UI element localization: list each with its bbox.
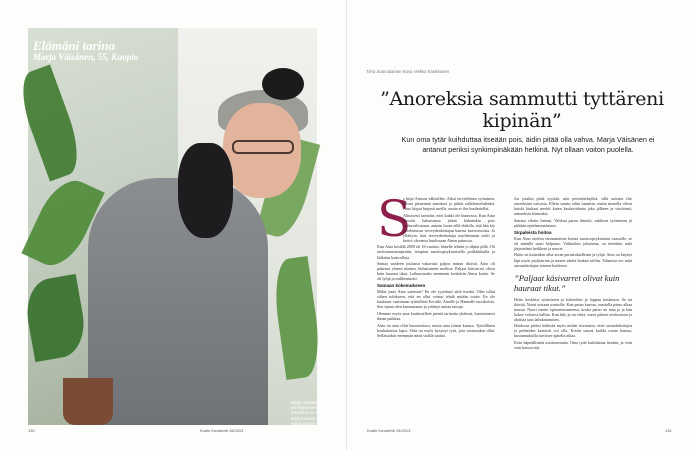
black-cat bbox=[178, 143, 233, 238]
paragraph: Hoito on kuitenkin ollut aivan perustuksellinen ja tyhjä. Aino on käynyt läpi myös psykiatrian ja monet säntiä hiukan selliin. Tuhansia ero mitä sairaanhoitajaa toiseen hoidossa. bbox=[514, 252, 632, 268]
grey-sweater bbox=[88, 178, 268, 425]
paragraph: Kun Aino otettiin ensimmäisen kertaa nuorisopsykiatrian osastolle, se oli minulle suuri helpotus. Viikkoihin jokaisena, on tietenkin mitä järjestelmä heikkeni ja nuoret. bbox=[514, 235, 632, 251]
article-headline: ”Anoreksia sammutti tyttäreni kipinän” bbox=[380, 88, 664, 132]
second-cat bbox=[262, 68, 304, 100]
paragraph: Miksi juuri Aino sairastui? En ole syyttänyt siitä itseäni. Olen tullut siihen tulokseen, että en ollut voinut tehdä mitään toisin. En ole kuulunut vaatimaan tyttärilleni Eevalle, Ainolle ja Hannalle tuorikaivia. Sen sijaan olen kannustanut ja yritänyt auttaa tuttuja. bbox=[377, 289, 495, 310]
magazine-footer-right: Kodin Kuvalehti 15/2013 bbox=[367, 428, 411, 433]
left-page bbox=[0, 0, 347, 450]
paragraph: Koin häpeällisintä asiottomuutta. Oma tytär kuihduttaa itseään, ja voin vain katsoa sitä. bbox=[514, 339, 632, 351]
right-page bbox=[347, 0, 696, 450]
paragraph: e hiipi Ainoon vähitellen. Aikoi terveellinen syöminen, tuliset pienennät annokset ja pitkät rullaluistelulenkit. Aino kiipui hurjasti meille, mutta ei ilse huolestellut. bbox=[403, 196, 495, 212]
plant-leaf bbox=[12, 64, 87, 181]
byline: Tiina Suomalainen Kuva Veikko Kankkunen bbox=[366, 69, 450, 74]
paragraph: Sairaus viluttu Intensi. Valikuu paruu ilmoitti, sukboon syömiseen jä pitkään epäeheumaistuun. bbox=[514, 217, 632, 228]
paragraph: Aino on aina ollut huomioitava, mutta aina isänsä kanssa. Tyttöillinen koukuttamia lapsi. Siitä on myös kysynyt tytti, jota vastustakin ollut. Sellaisiakin enemmän minä sisällä saattoi. bbox=[377, 322, 495, 338]
magazine-footer-left: Kodin Kuvalehti 15/2013 bbox=[200, 428, 244, 433]
section-kicker: Elämäni tarina bbox=[33, 38, 115, 53]
photo-caption: Marja Väisäsen selviytymiskeinoja kotoisuus on ollut hänen sekä rakkaat Aino-kissansa että huoneen ikkunalla. bbox=[291, 400, 342, 426]
paragraph: Hoidossa pitäisi kehittää myös niiden itsetuntoa, ettei sairaalahoitojen ja perheiden kestävät voi olla. Kotiin saavat kaikki ruoan kanssa, kustannuksilla tarvitsee ajatella aikaa. bbox=[514, 323, 632, 339]
drop-cap-letter: S bbox=[377, 190, 412, 248]
plant-pot bbox=[63, 378, 113, 425]
paragraph: Kun Aino kesällä 2009 oli 16-vuotias, hänelle tehtiin jo tilpitä pillä. Oli ravitsemusterapeutin, terapian nuorisopsykiatrisella poliklinikalla ja lääkärin kontrolleja. bbox=[377, 244, 495, 260]
paragraph: Hoito keskittyi syömiseen ja kaloreihin ja loppuu keskenon. Se on ikävää. Nuori otetaan osastolle. Kun paino kasvaa, osastolla paino alkaa nousta. Nuori tuntee epäonnistuneensa, koska paino on aina ja ja hän kokee voittava hallita. Kun kilo ja on viittä, nuori pääsee avohoitoon ja aloittaa taas laihduttamisen. bbox=[514, 296, 632, 322]
body-column-2 bbox=[514, 196, 632, 352]
subheading: Samaan kokemukseen bbox=[377, 283, 426, 289]
portrait-photo bbox=[28, 28, 342, 426]
subject-name: Marja Väisänen, 55, Kuopio bbox=[33, 52, 139, 62]
page-number-left: 130 bbox=[28, 428, 35, 433]
body-column-1 bbox=[377, 190, 495, 339]
subheading: Sirpaleista hoitoa bbox=[514, 229, 552, 235]
paragraph: Alituisesti tarinitin, ettei kukki ole kunnossa. Kun Aino ilmoitti haluavansa jättää kalaniskin pois ruokavaliostaan, annoin luvan sillä ehdolla, että hän kiy juttelemassa terveydenhoitajan kanssa kasvisruoista. Ja yllättyin, kun terveydenhoitaja myöhemmin soitti ja kertoi olevansa huolissaan Ainon painosta. bbox=[403, 212, 495, 243]
page-number-right: 131 bbox=[665, 428, 672, 433]
pull-quote: ”Paljaat käsivarret olivat kuin hauraat tikut.” bbox=[514, 272, 620, 293]
glasses bbox=[232, 140, 294, 154]
paragraph: Olemme myös aina kuulostelleet pieniä tarinoita yhdessä, huomioineet ilman paikkaa. bbox=[377, 310, 495, 322]
paragraph: Jos jotakin pitää syyttää, niin perintötekijöitä, sillä sairasta ilse anoreksian vaivasta. Ellein suurin siliin tunnettu, mutta monella olivat kuiski kiukaat merkit kuten kaulaviidenta joka jälkeen ja värittömä, antoreksia leimaaksi. bbox=[514, 196, 632, 217]
article-lead: Kun oma tytär kuihduttaa itseään pois, äidin pitää olla vahva. Marja Väisänen ei antanut periksi synkimpinäkään hetkinä. Nyt ollaan voiton puolella. bbox=[401, 135, 655, 154]
paragraph: Samaa vaadeen joulussa vakavasti paljon minun tiloistä. Aino oli pakenut yhteen niinien, hiihattuneen meiltoa. Paljaat käsivarret olivat kuin hauraat tikut. Laihuustauko enemmän koskettin Ainoa kaitse. Se oli lyhjä ja milikentuotti. bbox=[377, 261, 495, 282]
plant-leaf bbox=[21, 274, 89, 362]
